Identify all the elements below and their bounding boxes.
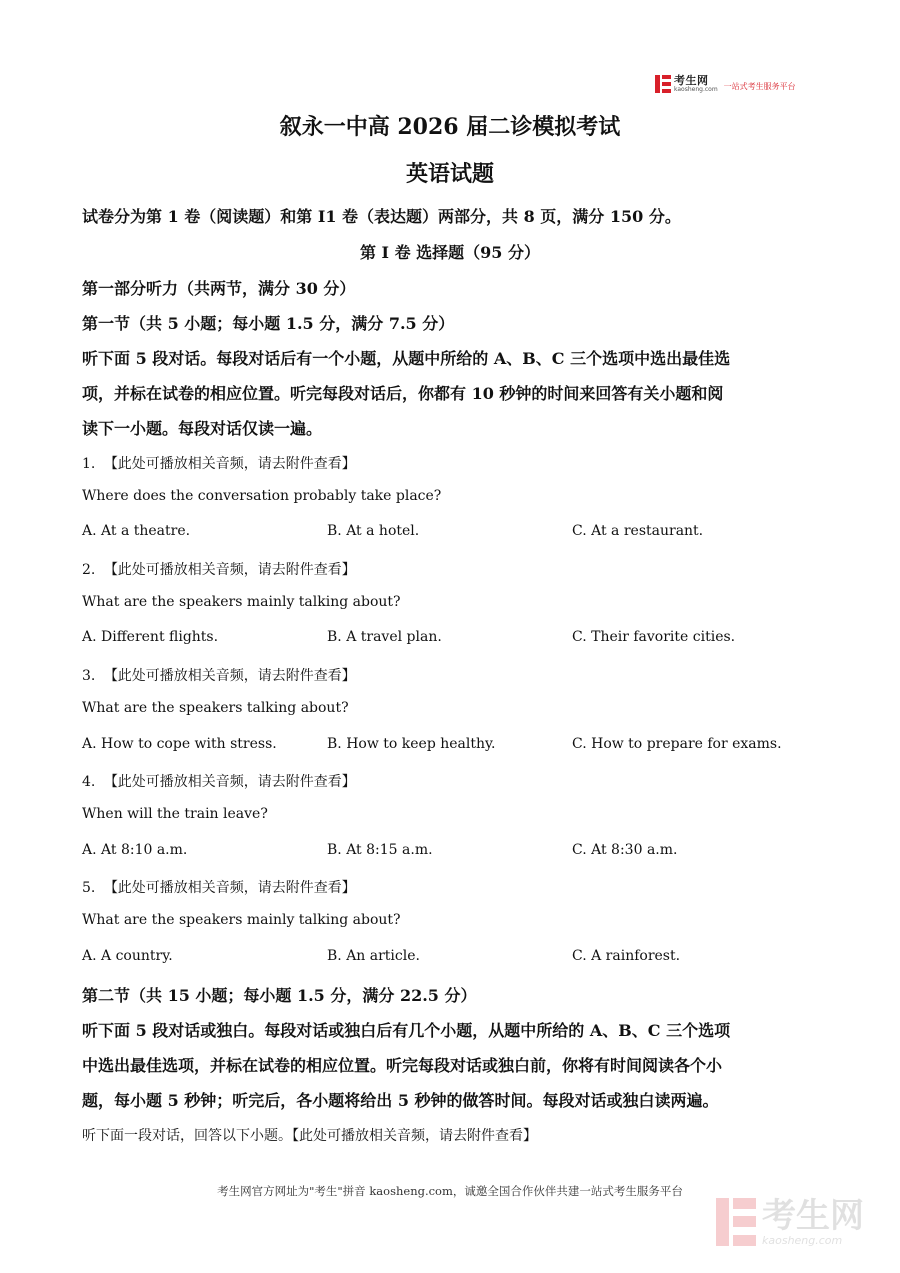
option-c[interactable]: C. Their favorite cities. — [572, 629, 736, 645]
watermark-name: 考生网 — [762, 1195, 864, 1236]
header-logo — [655, 73, 796, 95]
option-c[interactable]: C. A rainforest. — [572, 948, 681, 964]
question-number: 4. — [82, 774, 96, 790]
section1-instruction-line: 项，并标在试卷的相应位置。听完每段对话后，你都有 10 秒钟的时间来回答有关小题和阅 — [82, 384, 724, 403]
watermark — [716, 1195, 864, 1247]
option-a[interactable]: A. How to cope with stress. — [82, 736, 277, 752]
page-footer: 考生网官方网址为"考生"拼音 kaosheng.com，诚邀全国合作伙伴共建一站式考生服务平台 — [217, 1184, 683, 1198]
audio-placeholder[interactable]: 【此处可播放相关音频，请去附件查看】 — [103, 774, 356, 790]
audio-placeholder[interactable]: 【此处可播放相关音频，请去附件查看】 — [103, 562, 356, 578]
logo-url: kaosheng.com — [674, 86, 718, 93]
question-number: 3. — [82, 668, 96, 684]
option-c[interactable]: C. At 8:30 a.m. — [572, 842, 678, 858]
section2-instruction-line: 题，每小题 5 秒钟；听完后，各小题将给出 5 秒钟的做答时间。每段对话或独白读两遍。 — [82, 1091, 719, 1110]
watermark-url: kaosheng.com — [762, 1233, 843, 1247]
option-b[interactable]: B. At 8:15 a.m. — [327, 842, 433, 858]
section2-title: 第二节（共 15 小题；每小题 1.5 分，满分 22.5 分） — [82, 986, 477, 1005]
question-audio — [82, 559, 356, 579]
option-c[interactable]: C. At a restaurant. — [572, 523, 704, 539]
section2-note: 听下面一段对话，回答以下小题。【此处可播放相关音频，请去附件查看】 — [82, 1128, 537, 1144]
logo-slogan: 一站式考生服务平台 — [723, 81, 796, 91]
question-number: 1. — [82, 456, 96, 472]
audio-placeholder[interactable]: 【此处可播放相关音频，请去附件查看】 — [103, 456, 356, 472]
exam-intro: 试卷分为第 1 卷（阅读题）和第 I1 卷（表达题）两部分，共 8 页，满分 150 分。 — [82, 207, 681, 226]
exam-title: 叙永一中高 2026 届二诊模拟考试 — [279, 114, 621, 140]
question-text: What are the speakers mainly talking about? — [82, 594, 401, 610]
part1-title: 第一部分听力（共两节，满分 30 分） — [82, 279, 356, 298]
kaosheng-logo-icon — [655, 75, 671, 93]
question-audio — [82, 453, 356, 473]
audio-placeholder[interactable]: 【此处可播放相关音频，请去附件查看】 — [103, 880, 356, 896]
question-text: What are the speakers talking about? — [82, 700, 349, 716]
question-audio — [82, 665, 356, 685]
option-b[interactable]: B. A travel plan. — [327, 629, 442, 645]
option-a[interactable]: A. A country. — [82, 948, 173, 964]
kaosheng-watermark-icon — [716, 1198, 756, 1246]
option-a[interactable]: A. Different flights. — [82, 629, 219, 645]
option-c[interactable]: C. How to prepare for exams. — [572, 736, 782, 752]
option-a[interactable]: A. At a theatre. — [82, 523, 191, 539]
option-a[interactable]: A. At 8:10 a.m. — [82, 842, 188, 858]
section1-instruction-line: 听下面 5 段对话。每段对话后有一个小题，从题中所给的 A、B、C 三个选项中选出最佳选 — [82, 349, 731, 368]
section1-instruction-line: 读下一小题。每段对话仅读一遍。 — [82, 419, 323, 438]
question-text: When will the train leave? — [82, 806, 268, 822]
question-text: What are the speakers mainly talking about? — [82, 912, 401, 928]
volume-title: 第 I 卷 选择题（95 分） — [359, 243, 541, 262]
section2-instruction-line: 听下面 5 段对话或独白。每段对话或独白后有几个小题，从题中所给的 A、B、C 三个选项 — [82, 1021, 731, 1040]
question-text: Where does the conversation probably take place? — [82, 488, 442, 504]
audio-placeholder[interactable]: 【此处可播放相关音频，请去附件查看】 — [103, 668, 356, 684]
section2-instruction-line: 中选出最佳选项，并标在试卷的相应位置。听完每段对话或独白前，你将有时间阅读各个小 — [82, 1056, 723, 1075]
option-b[interactable]: B. An article. — [327, 948, 420, 964]
question-audio — [82, 771, 356, 791]
question-number: 5. — [82, 880, 96, 896]
question-number: 2. — [82, 562, 96, 578]
option-b[interactable]: B. How to keep healthy. — [327, 736, 496, 752]
question-audio — [82, 877, 356, 897]
section1-title: 第一节（共 5 小题；每小题 1.5 分，满分 7.5 分） — [82, 314, 455, 333]
subject-title: 英语试题 — [405, 161, 494, 187]
logo-name: 考生网 — [674, 74, 709, 87]
option-b[interactable]: B. At a hotel. — [327, 523, 420, 539]
